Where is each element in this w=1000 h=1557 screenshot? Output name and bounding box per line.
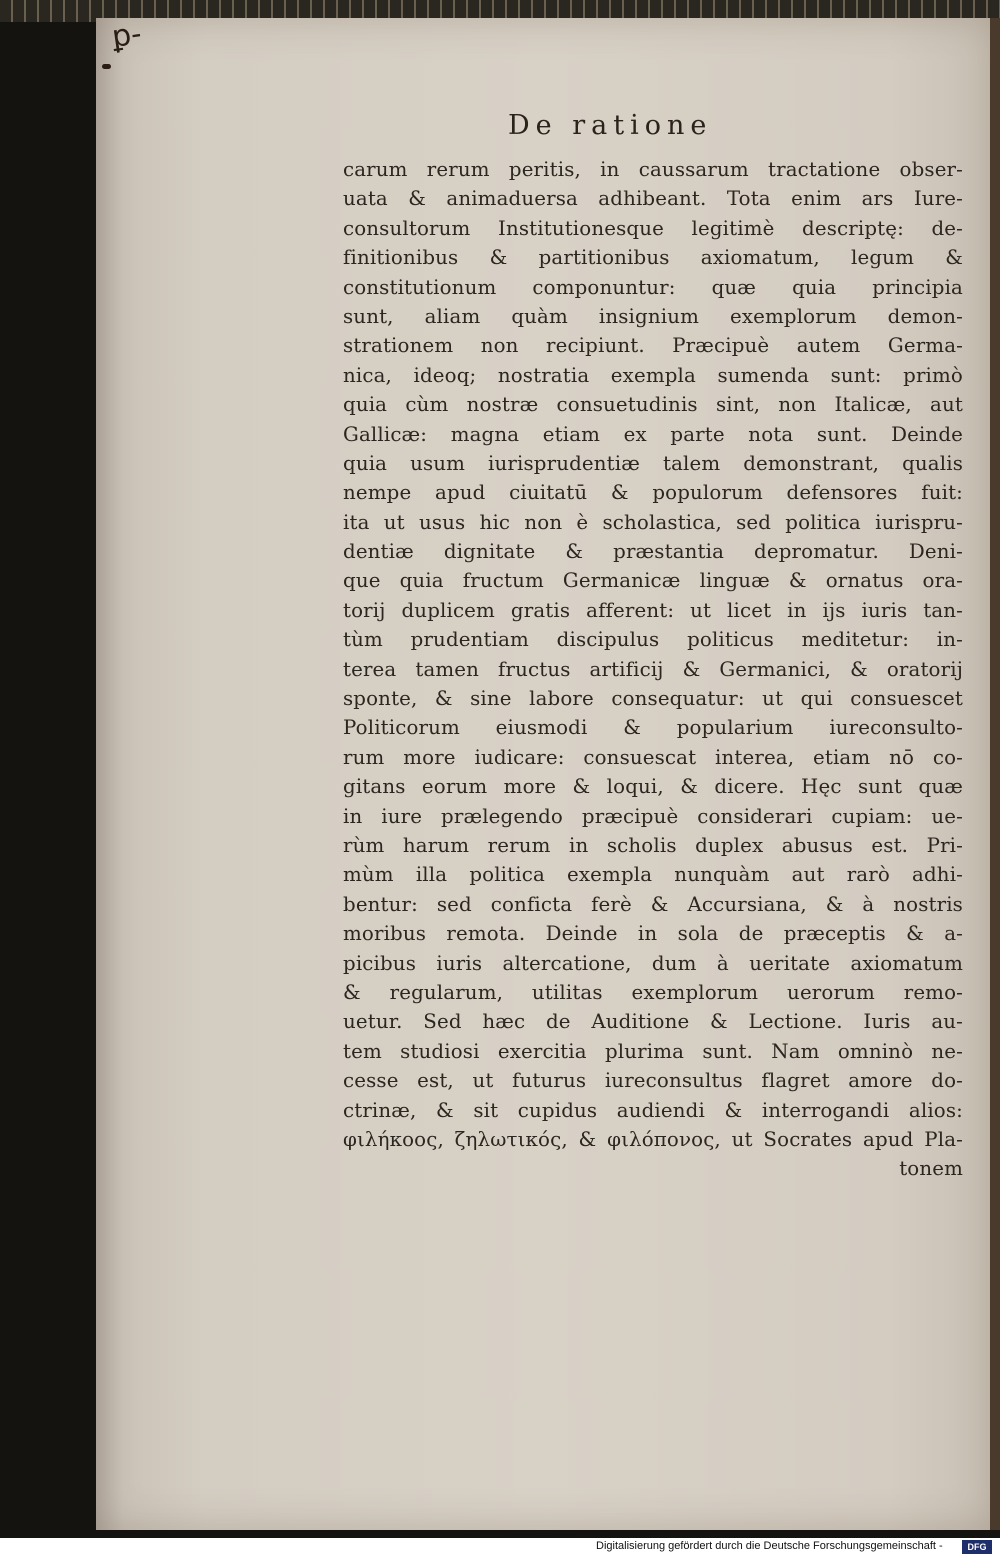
text-line: Gallicæ: magna etiam ex parte nota sunt. Deinde bbox=[343, 422, 963, 446]
text-line: rùm harum rerum in scholis duplex abusus est. Pri- bbox=[343, 833, 963, 857]
text-line: mùm illa politica exempla nunquàm aut rarò adhi- bbox=[343, 863, 963, 887]
text-line: uata & animaduersa adhibeant. Tota enim ars Iure- bbox=[343, 187, 963, 211]
text-line: quia cùm nostræ consuetudinis sint, non Italicæ, aut bbox=[343, 393, 963, 417]
text-line: consultorum Institutionesque legitimè descriptę: de- bbox=[343, 216, 963, 240]
text-line: sponte, & sine labore consequatur: ut qui consuescet bbox=[343, 687, 963, 711]
text-line: finitionibus & partitionibus axiomatum, legum & bbox=[343, 246, 963, 270]
text-line: torij duplicem gratis afferent: ut licet in ijs iuris tan- bbox=[343, 598, 963, 622]
running-head: De ratione bbox=[508, 110, 713, 141]
text-line: tem studiosi exercitia plurima sunt. Nam omninò ne- bbox=[343, 1039, 963, 1063]
text-line: picibus iuris altercatione, dum à ueritate axiomatum bbox=[343, 951, 963, 975]
catchword: tonem bbox=[899, 1157, 963, 1181]
digitization-credit: Digitalisierung gefördert durch die Deutsche Forschungsgemeinschaft - bbox=[596, 1540, 943, 1552]
text-line: gitans eorum more & loqui, & dicere. Hęc sunt quæ bbox=[343, 775, 963, 799]
text-line: tùm prudentiam discipulus politicus meditetur: in- bbox=[343, 628, 963, 652]
text-line: φιλήκοος, ζηλωτικός, & φιλόπονος, ut Socrates apud Pla- bbox=[343, 1127, 963, 1151]
text-line: constitutionum componuntur: quæ quia principia bbox=[343, 275, 963, 299]
text-line: quia usum iurisprudentiæ talem demonstrant, qualis bbox=[343, 451, 963, 475]
text-line: cesse est, ut futurus iureconsultus flagret amore do- bbox=[343, 1069, 963, 1093]
text-line: ita ut usus hic non è scholastica, sed politica iurispru- bbox=[343, 510, 963, 534]
text-line: que quia fructum Germanicæ linguæ & ornatus ora- bbox=[343, 569, 963, 593]
ink-blot bbox=[102, 64, 111, 69]
text-line: terea tamen fructus artificij & Germanici, & oratorij bbox=[343, 657, 963, 681]
text-line: ctrinæ, & sit cupidus audiendi & interrogandi alios: bbox=[343, 1098, 963, 1122]
text-line: dentiæ dignitate & præstantia depromatur. Deni- bbox=[343, 540, 963, 564]
text-line: nica, ideoq; nostratia exempla sumenda sunt: primò bbox=[343, 363, 963, 387]
text-line: & regularum, utilitas exemplorum uerorum remo- bbox=[343, 980, 963, 1004]
text-line: rum more iudicare: consuescat interea, etiam nō co- bbox=[343, 745, 963, 769]
text-line: moribus remota. Deinde in sola de præceptis & a- bbox=[343, 922, 963, 946]
text-line: nempe apud ciuitatū & populorum defensores fuit: bbox=[343, 481, 963, 505]
body-text bbox=[343, 155, 963, 1184]
page-edge bbox=[990, 18, 1000, 1530]
text-line: sunt, aliam quàm insignium exemplorum demon- bbox=[343, 304, 963, 328]
handwritten-corner-mark: ꝑ- bbox=[109, 16, 144, 55]
text-line: carum rerum peritis, in caussarum tractatione obser- bbox=[343, 158, 963, 181]
text-line: uetur. Sed hæc de Auditione & Lectione. Iuris au- bbox=[343, 1010, 963, 1034]
dfg-logo: DFG bbox=[962, 1540, 992, 1554]
text-line: strationem non recipiunt. Præcipuè autem Germa- bbox=[343, 334, 963, 358]
text-line: bentur: sed conficta ferè & Accursiana, & à nostris bbox=[343, 892, 963, 916]
text-line: in iure prælegendo præcipuè considerari cupiam: ue- bbox=[343, 804, 963, 828]
text-line: Politicorum eiusmodi & popularium iureconsulto- bbox=[343, 716, 963, 740]
